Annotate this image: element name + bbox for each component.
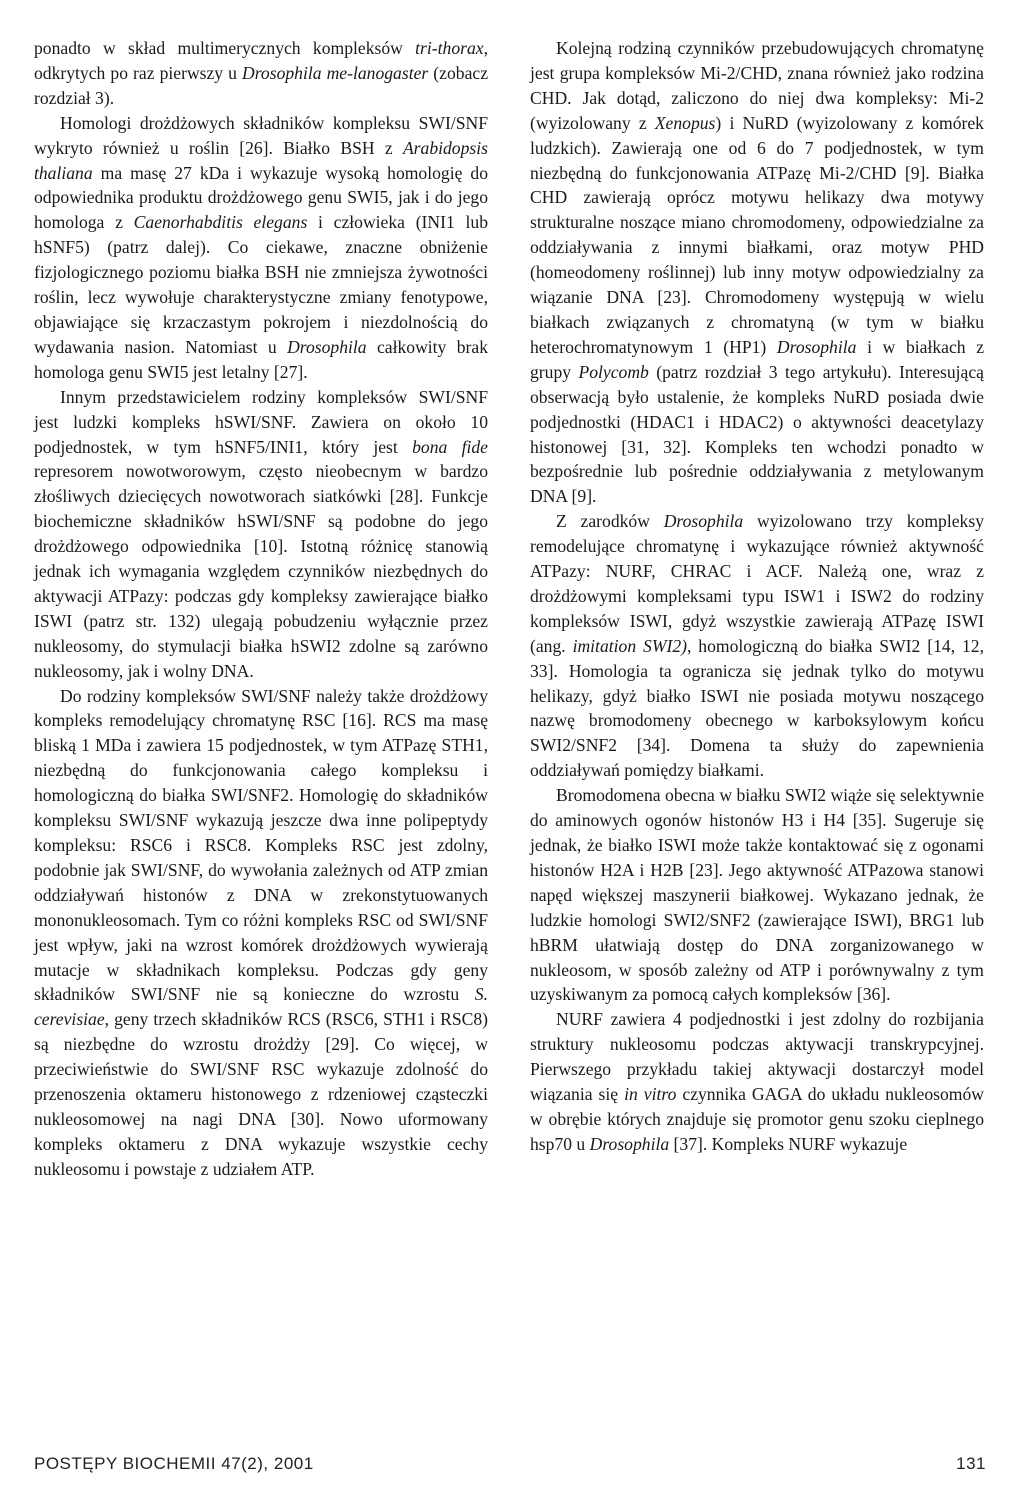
text-run: Z zarodków bbox=[556, 511, 664, 532]
text-run: ponadto w skład multimerycznych kompleksów bbox=[34, 38, 416, 58]
text-run: [37]. Kompleks NURF wykazuje bbox=[669, 1133, 908, 1154]
italic-term: in vitro bbox=[624, 1084, 677, 1105]
text-run: i człowieka (INI1 lub hSNF5) (patrz dalej). Co ciekawe, znaczne obniżenie fizjologicznego poziomu białka BSH nie zmniejsza żywotności roślin, lecz wywołuje charakterystyczne zmiany fenotypowe, objawiające się krzaczastym pokrojem i niezdolnością do wydawania nasion. Natomiast u bbox=[34, 212, 488, 357]
paragraph bbox=[530, 783, 984, 1007]
text-run: represorem nowotworowym, często nieobecnym w bardzo złośliwych dziecięcych nowotworach siatkówki [28]. Funkcje biochemiczne składników hSWI/SNF są podobne do jego drożdżowego odpowiednika [10]. Istotną różnicę stanowią jednak ich wymagania względem czynników niezbędnych do aktywacji ATPazy: podczas gdy kompleksy zawierające białko ISWI (patrz str. 132) ulegają pobudzeniu wyłącznie przez nukleosomy, do stymulacji białka hSWI2 zdolne są zarówno nukleosomy, jak i wolny DNA. bbox=[34, 461, 488, 681]
italic-term: Drosophila me-lanogaster bbox=[242, 62, 429, 83]
text-run: Kolejną rodziną czynników przebudowujących chromatynę jest grupa kompleksów Mi-2/CHD, znana również jako rodzina CHD. Jak dotąd, zaliczono do niej dwa kompleksy: Mi-2 (wyizolowany z bbox=[530, 38, 984, 133]
paragraph bbox=[34, 385, 488, 684]
text-run: Do rodziny kompleksów SWI/SNF należy także drożdżowy kompleks remodelujący chromatynę RSC [16]. RCS ma masę bliską 1 MDa i zawiera 15 podjednostek, w tym ATPazę STH1, niezbędną do funkcjonowania całego kompleksu i homologiczną do białka SWI/SNF2. Homologię do składników kompleksu SWI/SNF wykazują jeszcze dwa inne polipeptydy kompleksu: RSC6 i RSC8. Kompleks RSC jest zdolny, podobnie jak SWI/SNF, do wywołania zależnych od ATP zmian oddziaływań histonów z DNA w zrekonstytuowanych mononukleosomach. Tym co różni kompleks RSC od SWI/SNF jest wpływ, jaki na wzrost komórek drożdżowych wywierają mutacje w składnikach kompleksu. Podczas gdy geny składników SWI/SNF nie są konieczne do wzrostu bbox=[34, 685, 488, 1005]
paragraph bbox=[34, 36, 488, 111]
text-run: (zobacz rozdział 3). bbox=[34, 62, 488, 108]
italic-term: Drosophila bbox=[776, 336, 857, 357]
page-number: 131 bbox=[956, 1454, 986, 1473]
text-run: (patrz rozdział 3 tego artykułu). Interesującą obserwacją było ustalenie, że kompleks NuRD posiada dwie podjednostki (HDAC1 i HDAC2) o aktywności deacetylazy histonowej [31, 32]. Kompleks ten wchodzi ponadto w bezpośrednie lub pośrednie oddziaływania z metylowanym DNA [9]. bbox=[530, 361, 984, 507]
text-run: i w białkach z grupy bbox=[530, 336, 985, 382]
italic-term: Polycomb bbox=[578, 361, 649, 382]
italic-term: tri-thorax bbox=[415, 38, 484, 58]
paragraph bbox=[530, 36, 984, 509]
left-column bbox=[34, 36, 488, 1182]
text-run: ) i NuRD (wyizolowany z komórek ludzkich). Zawierają one od 6 do 7 podjednostek, w tym niezbędną do funkcjonowania ATPazę Mi-2/CHD [9]. Białka CHD zawierają oprócz motywu helikazy dwa motywy strukturalne noszące miano chromodomeny, odpowiedzialne za oddziaływania z innymi białkami, oraz motyw PHD (homeodomeny roślinnej) lub inny motyw odpowiedzialny za wiązanie DNA [23]. Chromodomeny występują w wielu białkach związanych z chromatyną (w tym w białku heterochromatynowym 1 (HP1) bbox=[530, 112, 984, 357]
text-run: Homologi drożdżowych składników kompleksu SWI/SNF wykryto również u roślin [26]. Białko BSH z bbox=[34, 112, 488, 158]
text-run: całkowity brak homologa genu SWI5 jest letalny [27]. bbox=[34, 336, 488, 382]
text-run: , geny trzech składników RCS (RSC6, STH1 i RSC8) są niezbędne do wzrostu drożdży [29]. Co więcej, w przeciwieństwie do SWI/SNF RSC wykazuje zdolność do przenoszenia oktameru histonowego z rdzeniowej cząsteczki nukleosomowej na nagi DNA [30]. Nowo uformowany kompleks oktameru z DNA wykazuje wszystkie cechy nukleosomu i powstaje z udziałem ATP. bbox=[34, 1009, 488, 1179]
journal-citation: POSTĘPY BIOCHEMII 47(2), 2001 bbox=[34, 1454, 314, 1473]
paragraph bbox=[530, 1007, 984, 1156]
italic-term: bona fide bbox=[412, 436, 488, 457]
text-run: Bromodomena obecna w białku SWI2 wiąże się selektywnie do aminowych ogonów histonów H3 i H4 [35]. Sugeruje się jednak, że białko ISWI może także kontaktować się z ogonami histonów H2A i H2B [23]. Jego aktywność ATPazowa stanowi napęd większej maszynerii białkowej. Wykazano jednak, że ludzkie homologi SWI2/SNF2 (zawierające ISWI), BRG1 lub hBRM ułatwiają dostęp do DNA zorganizowanego w nukleosom, w sposób zależny od ATP i porównywalny z tym uzyskiwanym za pomocą całych kompleksów [36]. bbox=[530, 785, 984, 1005]
paragraph bbox=[530, 509, 984, 783]
italic-term: Arabidopsis thaliana bbox=[34, 137, 488, 183]
text-run: , odkrytych po raz pierwszy u bbox=[34, 38, 488, 83]
italic-term: imitation SWI2) bbox=[572, 635, 687, 656]
italic-term: Caenorhabditis elegans bbox=[133, 212, 308, 233]
paragraph bbox=[34, 684, 488, 1182]
italic-term: Drosophila bbox=[589, 1133, 670, 1154]
italic-term: Xenopus bbox=[654, 112, 716, 133]
text-run: Innym przedstawicielem rodziny kompleksów SWI/SNF jest ludzki kompleks hSWI/SNF. Zawiera on około 10 podjednostek, w tym hSNF5/INI1, który jest bbox=[34, 386, 488, 457]
text-run: wyizolowano trzy kompleksy remodelujące chromatynę i wykazujące również aktywność ATPazy: NURF, CHRAC i ACF. Należą one, wraz z drożdżowymi kompleksami typu ISW1 i ISW2 do rodziny kompleksów ISWI, gdyż wszystkie zawierają ATPazę ISWI (ang. bbox=[530, 511, 984, 656]
italic-term: S. cerevisiae bbox=[34, 984, 488, 1030]
italic-term: Drosophila bbox=[663, 511, 744, 532]
text-run: ma masę 27 kDa i wykazuje wysoką homologię do odpowiednika produktu drożdżowego genu SWI5, jak i do jego homologa z bbox=[34, 162, 488, 233]
paragraph bbox=[34, 111, 488, 385]
italic-term: Drosophila bbox=[287, 336, 367, 357]
text-run: czynnika GAGA do układu nukleosomów w obrębie których znajduje się promotor genu szoku cieplnego hsp70 u bbox=[530, 1084, 984, 1154]
text-run: , homologiczną do białka SWI2 [14, 12, 33]. Homologia ta ogranicza się jednak tylko do motywu helikazy, gdyż białko ISWI nie posiada motywu noszącego nazwę bromodomeny obecnego w karboksylowym końcu SWI2/SNF2 [34]. Domena ta służy do zapewnienia oddziaływań pomiędzy białkami. bbox=[530, 635, 984, 781]
text-run: NURF zawiera 4 podjednostki i jest zdolny do rozbijania struktury nukleosomu podczas aktywacji transkrypcyjnej. Pierwszego przykładu takiej aktywacji dostarczył model wiązania się bbox=[530, 1009, 984, 1105]
right-column bbox=[530, 36, 984, 1157]
